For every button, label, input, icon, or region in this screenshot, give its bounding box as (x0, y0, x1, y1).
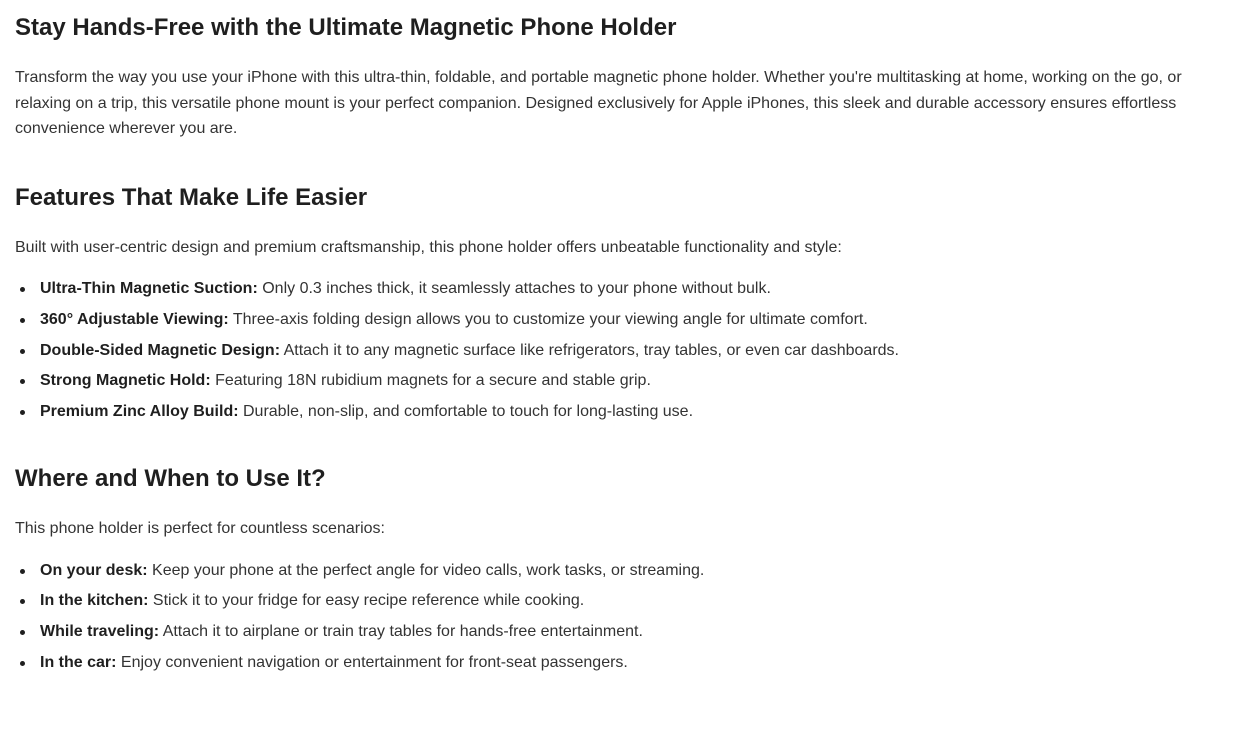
where-heading: Where and When to Use It? (15, 465, 326, 493)
item-label: In the car: (40, 654, 117, 672)
item-label: While traveling: (40, 623, 160, 641)
bullet-icon (20, 349, 25, 354)
list-item (40, 621, 1231, 643)
features-heading: Features That Make Life Easier (15, 183, 368, 211)
item-label: In the kitchen: (40, 592, 149, 610)
item-text: Featuring 18N rubidium magnets for a secure and stable grip. (210, 372, 651, 390)
bullet-icon (20, 318, 25, 323)
item-label: On your desk: (40, 561, 148, 579)
list-item (40, 401, 1231, 423)
item-label: 360° Adjustable Viewing: (40, 310, 229, 328)
list-item (40, 278, 1231, 300)
item-text: Durable, non-slip, and comfortable to touch for long-lasting use. (238, 403, 694, 421)
list-item (40, 309, 1231, 331)
where-list (15, 560, 1231, 674)
item-text: Three-axis folding design allows you to customize your viewing angle for ultimate comfort. (228, 310, 868, 328)
features-lead: Built with user-centric design and premium craftsmanship, this phone holder offers unbeatable functionality and style: (15, 238, 842, 256)
item-label: Double-Sided Magnetic Design: (40, 341, 281, 359)
bullet-icon (20, 287, 25, 292)
bullet-icon (20, 599, 25, 604)
intro-heading: Stay Hands-Free with the Ultimate Magnetic Phone Holder (15, 14, 677, 41)
list-item (40, 590, 1231, 612)
features-list (15, 278, 1231, 423)
item-text: Keep your phone at the perfect angle for video calls, work tasks, or streaming. (147, 561, 705, 579)
list-item (40, 652, 1231, 674)
list-item (40, 340, 1231, 362)
item-text: Attach it to any magnetic surface like refrigerators, tray tables, or even car dashboards. (280, 341, 899, 359)
list-item (40, 560, 1231, 582)
bullet-icon (20, 410, 25, 415)
list-item (40, 370, 1231, 392)
item-label: Strong Magnetic Hold: (40, 372, 211, 390)
item-label: Premium Zinc Alloy Build: (40, 403, 239, 421)
item-text: Attach it to airplane or train tray tables for hands-free entertainment. (159, 623, 643, 641)
bullet-icon (20, 379, 25, 384)
where-lead: This phone holder is perfect for countless scenarios: (15, 520, 385, 538)
bullet-icon (20, 630, 25, 635)
item-text: Enjoy convenient navigation or entertainment for front-seat passengers. (116, 654, 628, 672)
item-text: Stick it to your fridge for easy recipe reference while cooking. (148, 592, 585, 610)
intro-paragraph: Transform the way you use your iPhone with this ultra-thin, foldable, and portable magnetic phone holder. Whether you're multitasking at home, working on the go, or relaxing on a trip, this versatile phone mount is your perfect companion. Designed exclusively for Apple iPhones, this sleek and durable accessory ensures effortless convenience wherever you are. (15, 69, 1182, 137)
item-label: Ultra-Thin Magnetic Suction: (40, 280, 258, 297)
bullet-icon (20, 661, 25, 666)
item-text: Only 0.3 inches thick, it seamlessly attaches to your phone without bulk. (257, 280, 771, 297)
bullet-icon (20, 569, 25, 574)
